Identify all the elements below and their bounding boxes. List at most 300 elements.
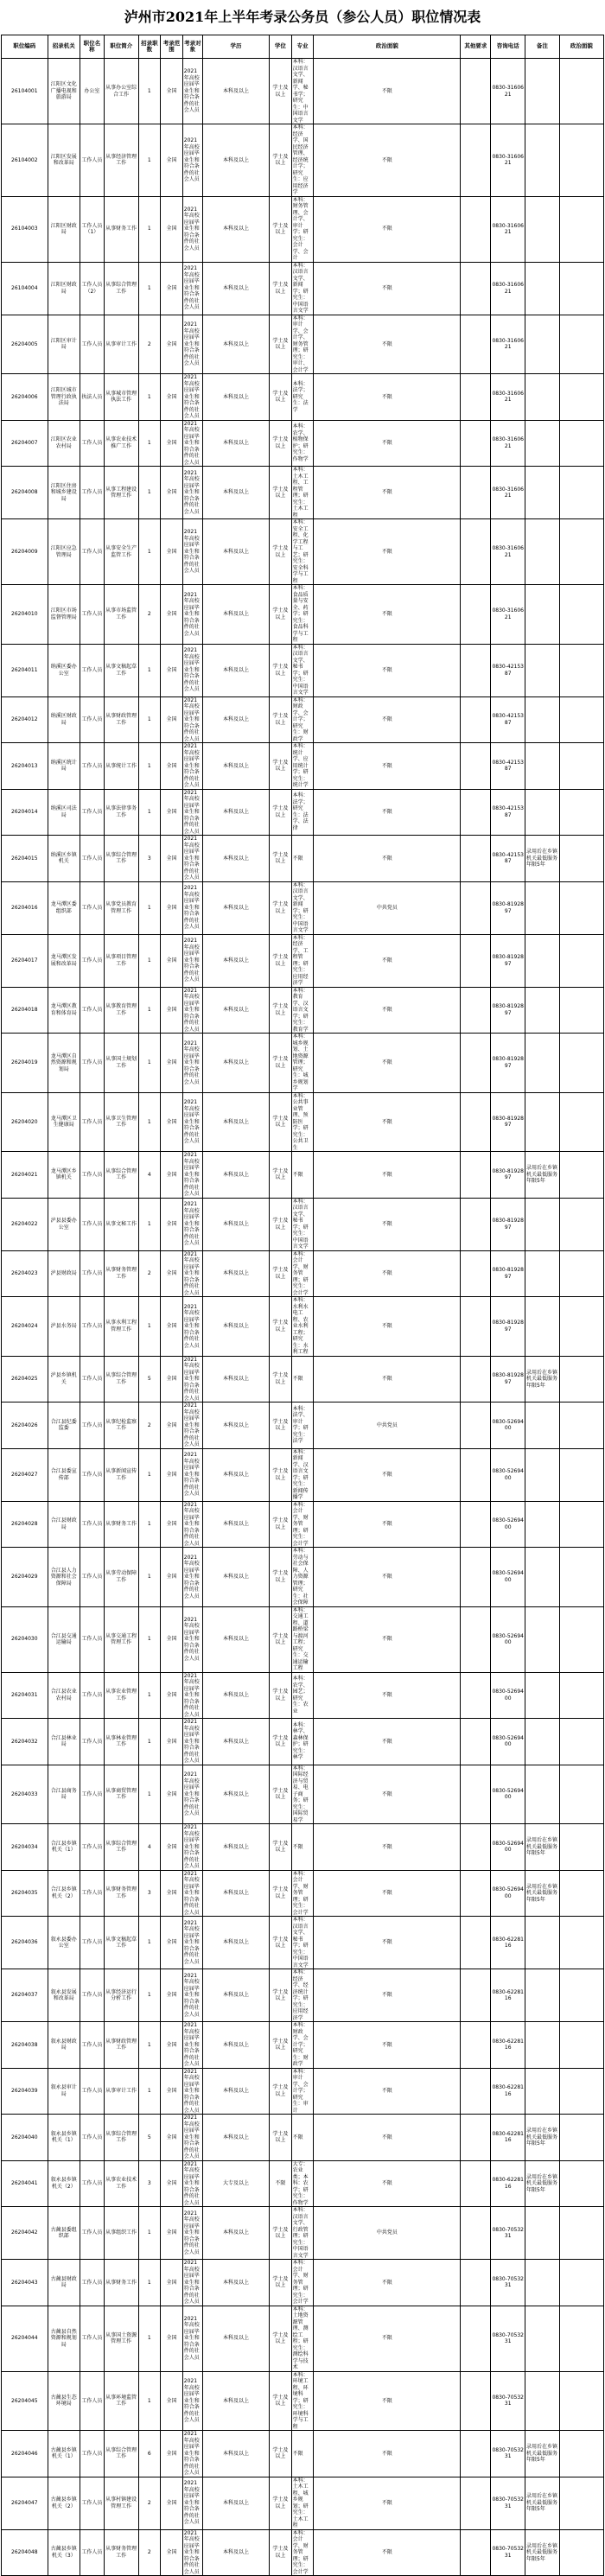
target-cell: 2021年高校应届毕业生和符合条件的社会人员 — [182, 262, 202, 315]
header-cell: 学历 — [203, 35, 270, 59]
phone-cell: 0830-7053231 — [491, 2260, 525, 2306]
agency-cell: 叙永县乡镇机关（2） — [48, 2160, 80, 2207]
note-cell — [525, 1198, 560, 1250]
major-cell: 本科：法学、审计学；研究生：法学 — [291, 1402, 314, 1449]
note-cell — [525, 644, 560, 696]
table-row — [2, 467, 604, 519]
politics-cell: 不限 — [314, 2068, 461, 2115]
education-cell: 本科及以上 — [203, 196, 270, 262]
extra-cell — [559, 2207, 603, 2260]
note-cell: 录用后在乡镇机关最低服务年限5年 — [525, 1870, 560, 1917]
header-cell: 政治面貌 — [314, 35, 461, 59]
scope-cell: 全国 — [161, 1870, 183, 1917]
note-cell — [525, 1448, 560, 1501]
position-cell: 工作人员 — [80, 2115, 104, 2161]
description-cell: 从事农业技术推广工作 — [104, 420, 138, 467]
count-cell: 6 — [138, 2431, 161, 2477]
header-cell: 职位编码 — [2, 35, 48, 59]
politics-cell: 不限 — [314, 2306, 461, 2371]
note-cell: 录用后在乡镇机关最低服务年限5年 — [525, 2160, 560, 2207]
note-cell — [525, 1917, 560, 1969]
other-cell — [461, 836, 491, 882]
code-cell: 26204028 — [2, 1501, 48, 1548]
target-cell: 2021年高校应届毕业生和符合条件的社会人员 — [182, 1356, 202, 1402]
degree-cell: 不限 — [270, 2160, 292, 2207]
other-cell — [461, 59, 491, 124]
table-row — [2, 1606, 604, 1672]
note-cell — [525, 585, 560, 645]
major-cell: 本科：新闻学、汉语言文学；研究生：新闻传播学 — [291, 1448, 314, 1501]
note-cell: 录用后在乡镇机关最低服务年限5年 — [525, 2115, 560, 2161]
agency-cell: 泸县乡镇机关 — [48, 1356, 80, 1402]
education-cell: 本科及以上 — [203, 934, 270, 987]
target-cell: 2021年高校应届毕业生和符合条件的社会人员 — [182, 196, 202, 262]
table-row — [2, 585, 604, 645]
politics-cell: 不限 — [314, 1969, 461, 2022]
education-cell: 本科及以上 — [203, 696, 270, 743]
code-cell: 26204047 — [2, 2477, 48, 2529]
code-cell: 26204038 — [2, 2022, 48, 2069]
code-cell: 26204005 — [2, 315, 48, 374]
other-cell — [461, 1917, 491, 1969]
degree-cell: 学士及以上 — [270, 1606, 292, 1672]
position-cell: 工作人员 — [80, 1917, 104, 1969]
code-cell: 26204013 — [2, 743, 48, 790]
code-cell: 26204025 — [2, 1356, 48, 1402]
table-row — [2, 2160, 604, 2207]
other-cell — [461, 2068, 491, 2115]
agency-cell: 叙永县委办公室 — [48, 1917, 80, 1969]
degree-cell: 学士及以上 — [270, 1969, 292, 2022]
education-cell: 本科及以上 — [203, 1448, 270, 1501]
agency-cell: 古蔺县乡镇机关（3） — [48, 2529, 80, 2576]
description-cell: 从事财务管理工作 — [104, 2529, 138, 2576]
other-cell — [461, 585, 491, 645]
education-cell: 本科及以上 — [203, 2477, 270, 2529]
count-cell: 4 — [138, 1152, 161, 1199]
table-row — [2, 1870, 604, 1917]
phone-cell: 0830-3160621 — [491, 262, 525, 315]
extra-cell — [559, 987, 603, 1034]
phone-cell: 0830-8192897 — [491, 934, 525, 987]
education-cell: 本科及以上 — [203, 881, 270, 934]
note-cell — [525, 124, 560, 197]
code-cell: 26204036 — [2, 1917, 48, 1969]
scope-cell: 全国 — [161, 2306, 183, 2371]
scope-cell: 全国 — [161, 1606, 183, 1672]
politics-cell: 不限 — [314, 2477, 461, 2529]
code-cell: 26204033 — [2, 1765, 48, 1824]
target-cell: 2021年高校应届毕业生和符合条件的社会人员 — [182, 420, 202, 467]
politics-cell: 不限 — [314, 1672, 461, 1719]
agency-cell: 龙马潭区发展和改革局 — [48, 934, 80, 987]
description-cell: 从事综合管理工作 — [104, 262, 138, 315]
description-cell: 从事村镇建设管理工作 — [104, 2477, 138, 2529]
education-cell: 本科及以上 — [203, 1356, 270, 1402]
extra-cell — [559, 2022, 603, 2069]
table-row — [2, 836, 604, 882]
scope-cell: 全国 — [161, 789, 183, 836]
note-cell: 录用后在乡镇机关最低服务年限5年 — [525, 1824, 560, 1871]
table-header-row — [2, 35, 604, 59]
target-cell: 2021年高校应届毕业生和符合条件的社会人员 — [182, 59, 202, 124]
degree-cell: 学士及以上 — [270, 1765, 292, 1824]
code-cell: 26204019 — [2, 1034, 48, 1093]
code-cell: 26204042 — [2, 2207, 48, 2260]
count-cell: 1 — [138, 1765, 161, 1824]
major-cell: 本科：汉语言文学、新闻学；研究生：中国语言文学 — [291, 262, 314, 315]
politics-cell: 不限 — [314, 644, 461, 696]
scope-cell: 全国 — [161, 1719, 183, 1765]
code-cell: 26204045 — [2, 2371, 48, 2431]
agency-cell: 纳溪区委办公室 — [48, 644, 80, 696]
note-cell: 录用后在乡镇机关最低服务年限5年 — [525, 836, 560, 882]
table-row — [2, 2371, 604, 2431]
table-row — [2, 1034, 604, 1093]
scope-cell: 全国 — [161, 1917, 183, 1969]
degree-cell: 学士及以上 — [270, 881, 292, 934]
major-cell: 本科：交通工程、道路桥梁与渡河工程；研究生：交通运输工程 — [291, 1606, 314, 1672]
header-cell: 专业 — [291, 35, 314, 59]
description-cell: 从事财政管理工作 — [104, 2022, 138, 2069]
count-cell: 1 — [138, 2022, 161, 2069]
agency-cell: 江阳区财政局 — [48, 262, 80, 315]
agency-cell: 江阳区农业农村局 — [48, 420, 80, 467]
major-cell: 本科：财务管理、会计学、审计学；研究生：会计学、会计 — [291, 196, 314, 262]
code-cell: 26204007 — [2, 420, 48, 467]
note-cell — [525, 1765, 560, 1824]
table-row — [2, 1719, 604, 1765]
header-cell: 备注 — [525, 35, 560, 59]
scope-cell: 全国 — [161, 2431, 183, 2477]
note-cell — [525, 1969, 560, 2022]
scope-cell: 全国 — [161, 696, 183, 743]
scope-cell: 全国 — [161, 1672, 183, 1719]
politics-cell: 不限 — [314, 1824, 461, 1871]
politics-cell: 不限 — [314, 420, 461, 467]
politics-cell: 不限 — [314, 1250, 461, 1297]
major-cell: 本科：土木工程、城乡规划；研究生：土木工程 — [291, 2477, 314, 2529]
phone-cell: 0830-5269400 — [491, 1719, 525, 1765]
description-cell: 从事商贸管理工作 — [104, 1765, 138, 1824]
scope-cell: 全国 — [161, 519, 183, 585]
scope-cell: 全国 — [161, 1250, 183, 1297]
education-cell: 本科及以上 — [203, 2371, 270, 2431]
other-cell — [461, 1606, 491, 1672]
note-cell — [525, 374, 560, 421]
education-cell: 本科及以上 — [203, 1297, 270, 1357]
phone-cell: 0830-3160621 — [491, 374, 525, 421]
extra-cell — [559, 1606, 603, 1672]
note-cell — [525, 420, 560, 467]
other-cell — [461, 315, 491, 374]
phone-cell: 0830-3160621 — [491, 59, 525, 124]
description-cell: 从事组织工作 — [104, 2207, 138, 2260]
degree-cell: 学士及以上 — [270, 315, 292, 374]
phone-cell: 0830-5269400 — [491, 1765, 525, 1824]
degree-cell: 学士及以上 — [270, 124, 292, 197]
phone-cell: 0830-3160621 — [491, 315, 525, 374]
scope-cell: 全国 — [161, 1198, 183, 1250]
extra-cell — [559, 2529, 603, 2576]
other-cell — [461, 881, 491, 934]
count-cell: 2 — [138, 585, 161, 645]
target-cell: 2021年高校应届毕业生和符合条件的社会人员 — [182, 1402, 202, 1449]
degree-cell: 学士及以上 — [270, 644, 292, 696]
education-cell: 本科及以上 — [203, 1765, 270, 1824]
note-cell — [525, 196, 560, 262]
extra-cell — [559, 2068, 603, 2115]
note-cell — [525, 1250, 560, 1297]
degree-cell: 学士及以上 — [270, 836, 292, 882]
position-cell: 工作人员 — [80, 2160, 104, 2207]
position-cell: 工作人员 — [80, 2260, 104, 2306]
agency-cell: 合江县人力资源和社会保障局 — [48, 1548, 80, 1607]
code-cell: 26204018 — [2, 987, 48, 1034]
target-cell: 2021年高校应届毕业生和符合条件的社会人员 — [182, 2431, 202, 2477]
note-cell — [525, 315, 560, 374]
note-cell — [525, 987, 560, 1034]
degree-cell: 学士及以上 — [270, 519, 292, 585]
politics-cell: 不限 — [314, 743, 461, 790]
extra-cell — [559, 315, 603, 374]
phone-cell: 0830-5269400 — [491, 1448, 525, 1501]
degree-cell: 学士及以上 — [270, 1198, 292, 1250]
description-cell: 从事综合管理工作 — [104, 1152, 138, 1199]
position-cell: 工作人员 — [80, 2477, 104, 2529]
count-cell: 1 — [138, 1917, 161, 1969]
agency-cell: 江阳区城市管理行政执法局 — [48, 374, 80, 421]
position-cell: 工作人员 — [80, 987, 104, 1034]
count-cell: 1 — [138, 2371, 161, 2431]
count-cell: 1 — [138, 1198, 161, 1250]
agency-cell: 叙永县发展和改革局 — [48, 1969, 80, 2022]
position-cell: 工作人员 — [80, 1765, 104, 1824]
extra-cell — [559, 881, 603, 934]
agency-cell: 合江县委宣传部 — [48, 1448, 80, 1501]
code-cell: 26104001 — [2, 59, 48, 124]
target-cell: 2021年高校应届毕业生和符合条件的社会人员 — [182, 1152, 202, 1199]
agency-cell: 纳溪区司法局 — [48, 789, 80, 836]
other-cell — [461, 467, 491, 519]
extra-cell — [559, 2260, 603, 2306]
politics-cell: 不限 — [314, 519, 461, 585]
table-row — [2, 2022, 604, 2069]
count-cell: 1 — [138, 789, 161, 836]
note-cell — [525, 59, 560, 124]
phone-cell: 0830-6228116 — [491, 1917, 525, 1969]
position-cell: 工作人员 — [80, 1356, 104, 1402]
education-cell: 本科及以上 — [203, 1824, 270, 1871]
note-cell: 录用后在乡镇机关最低服务年限5年 — [525, 1152, 560, 1199]
phone-cell: 0830-6228116 — [491, 2115, 525, 2161]
description-cell: 从事办公室综合工作 — [104, 59, 138, 124]
degree-cell: 学士及以上 — [270, 2431, 292, 2477]
count-cell: 1 — [138, 1297, 161, 1357]
description-cell: 从事农业管理工作 — [104, 1672, 138, 1719]
description-cell: 从事卫生管理工作 — [104, 1092, 138, 1152]
degree-cell: 学士及以上 — [270, 987, 292, 1034]
extra-cell — [559, 789, 603, 836]
header-cell: 其他要求 — [461, 35, 491, 59]
extra-cell — [559, 1034, 603, 1093]
note-cell — [525, 743, 560, 790]
description-cell: 从事国土规划工作 — [104, 1034, 138, 1093]
phone-cell: 0830-6228116 — [491, 1969, 525, 2022]
target-cell: 2021年高校应届毕业生和符合条件的社会人员 — [182, 1548, 202, 1607]
other-cell — [461, 2022, 491, 2069]
major-cell: 本科：水利水电工程、农业水利工程；研究生：水利工程 — [291, 1297, 314, 1357]
code-cell: 26204029 — [2, 1548, 48, 1607]
major-cell: 本科：法学；研究生：法学、法律 — [291, 789, 314, 836]
politics-cell: 不限 — [314, 1356, 461, 1402]
agency-cell: 泸县财政局 — [48, 1250, 80, 1297]
table-row — [2, 1765, 604, 1824]
politics-cell: 不限 — [314, 315, 461, 374]
phone-cell: 0830-7053231 — [491, 2306, 525, 2371]
other-cell — [461, 743, 491, 790]
code-cell: 26204011 — [2, 644, 48, 696]
politics-cell: 不限 — [314, 1152, 461, 1199]
degree-cell: 学士及以上 — [270, 1672, 292, 1719]
phone-cell: 0830-7053231 — [491, 2477, 525, 2529]
other-cell — [461, 196, 491, 262]
description-cell: 从事项目管理工作 — [104, 934, 138, 987]
education-cell: 本科及以上 — [203, 467, 270, 519]
target-cell: 2021年高校应届毕业生和符合条件的社会人员 — [182, 124, 202, 197]
scope-cell: 全国 — [161, 1152, 183, 1199]
scope-cell: 全国 — [161, 374, 183, 421]
count-cell: 1 — [138, 743, 161, 790]
table-row — [2, 934, 604, 987]
note-cell: 录用后在乡镇机关最低服务年限5年 — [525, 2477, 560, 2529]
target-cell: 2021年高校应届毕业生和符合条件的社会人员 — [182, 2260, 202, 2306]
position-cell: 工作人员 — [80, 1448, 104, 1501]
table-row — [2, 2207, 604, 2260]
politics-cell: 不限 — [314, 1917, 461, 1969]
education-cell: 本科及以上 — [203, 987, 270, 1034]
scope-cell: 全国 — [161, 1548, 183, 1607]
target-cell: 2021年高校应届毕业生和符合条件的社会人员 — [182, 2306, 202, 2371]
scope-cell: 全国 — [161, 743, 183, 790]
description-cell: 从事经济管理工作 — [104, 124, 138, 197]
education-cell: 本科及以上 — [203, 262, 270, 315]
education-cell: 本科及以上 — [203, 644, 270, 696]
description-cell: 从事财务工作 — [104, 196, 138, 262]
description-cell: 从事综合管理工作 — [104, 1824, 138, 1871]
code-cell: 26104002 — [2, 124, 48, 197]
phone-cell: 0830-4215387 — [491, 743, 525, 790]
scope-cell: 全国 — [161, 2068, 183, 2115]
position-cell: 执法人员 — [80, 374, 104, 421]
politics-cell: 不限 — [314, 1297, 461, 1357]
count-cell: 4 — [138, 1824, 161, 1871]
description-cell: 从事农业技术工作 — [104, 2160, 138, 2207]
degree-cell: 学士及以上 — [270, 2477, 292, 2529]
extra-cell — [559, 2160, 603, 2207]
table-row — [2, 2529, 604, 2576]
degree-cell: 学士及以上 — [270, 467, 292, 519]
position-cell: 工作人员 — [80, 2529, 104, 2576]
table-body — [2, 59, 604, 2576]
header-cell: 职位简介 — [104, 35, 138, 59]
table-row — [2, 2477, 604, 2529]
agency-cell: 纳溪区统计局 — [48, 743, 80, 790]
note-cell — [525, 1548, 560, 1607]
degree-cell: 学士及以上 — [270, 2371, 292, 2431]
target-cell: 2021年高校应届毕业生和符合条件的社会人员 — [182, 2115, 202, 2161]
description-cell: 从事财务工作 — [104, 1501, 138, 1548]
agency-cell: 古蔺县委组织部 — [48, 2207, 80, 2260]
target-cell: 2021年高校应届毕业生和符合条件的社会人员 — [182, 836, 202, 882]
description-cell: 从事林业管理工作 — [104, 1719, 138, 1765]
education-cell: 本科及以上 — [203, 1969, 270, 2022]
other-cell — [461, 1672, 491, 1719]
other-cell — [461, 1034, 491, 1093]
politics-cell: 不限 — [314, 124, 461, 197]
scope-cell: 全国 — [161, 420, 183, 467]
code-cell: 26204037 — [2, 1969, 48, 2022]
agency-cell: 古蔺县自然资源和规划局 — [48, 2306, 80, 2371]
scope-cell: 全国 — [161, 1034, 183, 1093]
target-cell: 2021年高校应届毕业生和符合条件的社会人员 — [182, 315, 202, 374]
count-cell: 1 — [138, 1448, 161, 1501]
position-cell: 工作人员 — [80, 420, 104, 467]
table-row — [2, 315, 604, 374]
table-row — [2, 2431, 604, 2477]
scope-cell: 全国 — [161, 934, 183, 987]
extra-cell — [559, 1765, 603, 1824]
other-cell — [461, 644, 491, 696]
target-cell: 2021年高校应届毕业生和符合条件的社会人员 — [182, 1765, 202, 1824]
phone-cell: 0830-3160621 — [491, 196, 525, 262]
politics-cell: 不限 — [314, 1034, 461, 1093]
politics-cell: 不限 — [314, 467, 461, 519]
degree-cell: 学士及以上 — [270, 1824, 292, 1871]
position-cell: 工作人员（1） — [80, 196, 104, 262]
table-row — [2, 1501, 604, 1548]
scope-cell: 全国 — [161, 315, 183, 374]
phone-cell: 0830-8192897 — [491, 1250, 525, 1297]
politics-cell: 不限 — [314, 2431, 461, 2477]
table-row — [2, 2115, 604, 2161]
phone-cell: 0830-4215387 — [491, 789, 525, 836]
count-cell: 1 — [138, 1969, 161, 2022]
other-cell — [461, 1870, 491, 1917]
education-cell: 本科及以上 — [203, 1152, 270, 1199]
other-cell — [461, 1198, 491, 1250]
education-cell: 本科及以上 — [203, 2022, 270, 2069]
code-cell: 26204023 — [2, 1250, 48, 1297]
scope-cell: 全国 — [161, 2477, 183, 2529]
target-cell: 2021年高校应届毕业生和符合条件的社会人员 — [182, 743, 202, 790]
agency-cell: 叙永县乡镇机关（1） — [48, 2115, 80, 2161]
note-cell — [525, 2306, 560, 2371]
note-cell — [525, 2068, 560, 2115]
position-cell: 工作人员 — [80, 1092, 104, 1152]
agency-cell: 叙永县审计局 — [48, 2068, 80, 2115]
target-cell: 2021年高校应届毕业生和符合条件的社会人员 — [182, 1034, 202, 1093]
description-cell: 从事财务管理工作 — [104, 1250, 138, 1297]
agency-cell: 江阳区审计局 — [48, 315, 80, 374]
extra-cell — [559, 836, 603, 882]
count-cell: 1 — [138, 987, 161, 1034]
extra-cell — [559, 1297, 603, 1357]
major-cell: 本科：经济学、国民经济管理、经济统计学；研究生：应用经济学 — [291, 124, 314, 197]
major-cell: 大专：农业类；本科：农学；研究生：作物学 — [291, 2160, 314, 2207]
extra-cell — [559, 644, 603, 696]
phone-cell: 0830-8192897 — [491, 1198, 525, 1250]
